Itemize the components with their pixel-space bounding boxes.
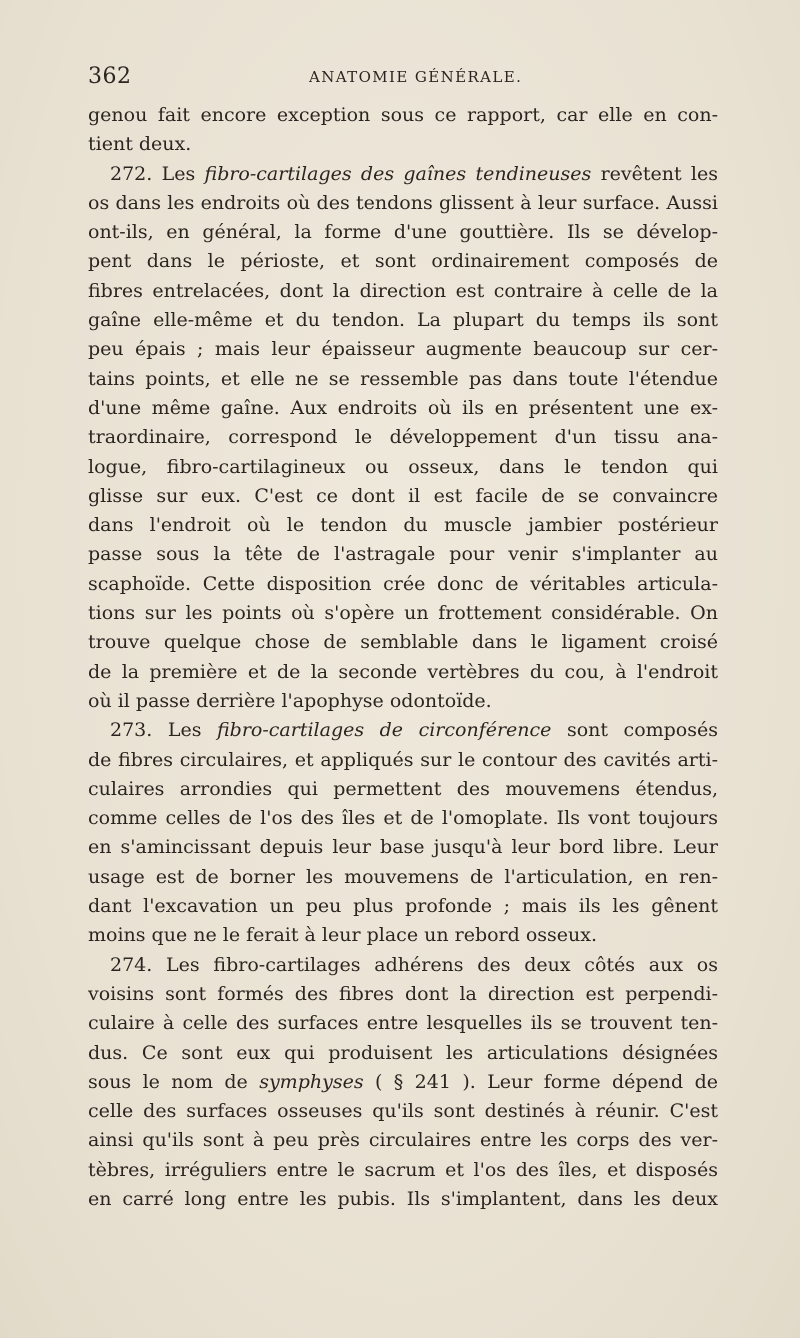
text-line [88, 365, 718, 394]
text-line [88, 160, 718, 189]
text-line [88, 921, 718, 950]
text-run: gaîne elle-même et du tendon. La plupart du temps ils sont [88, 309, 718, 332]
text-line [88, 1097, 718, 1126]
text-line [88, 306, 718, 335]
text-line [88, 687, 718, 716]
text-line [88, 130, 718, 159]
italic-term: fibro-cartilages des gaînes tendineuses [204, 162, 592, 185]
text-line [88, 863, 718, 892]
italic-term: fibro-cartilages de circonférence [217, 719, 552, 742]
italic-term: symphyses [259, 1070, 364, 1093]
text-line [88, 1185, 718, 1214]
running-head [88, 64, 718, 94]
text-line [88, 540, 718, 569]
text-run: sous le nom de [88, 1070, 260, 1093]
text-line [88, 482, 718, 511]
text-line [88, 980, 718, 1009]
text-line [88, 1039, 718, 1068]
text-run: 273. Les [110, 719, 217, 742]
text-run: sont composés [551, 719, 718, 742]
text-line [88, 277, 718, 306]
text-line [88, 218, 718, 247]
text-line [88, 716, 718, 745]
text-run: d'une même gaîne. Aux endroits où ils en présentent une ex- [88, 396, 718, 419]
text-run: ainsi qu'ils sont à peu près circulaires entre les corps des ver- [88, 1129, 718, 1152]
text-run: moins que ne le ferait à leur place un rebord osseux. [88, 924, 598, 947]
text-run: ont-ils, en général, la forme d'une gouttière. Ils se dévelop- [88, 221, 718, 244]
text-run: peu épais ; mais leur épaisseur augmente beaucoup sur cer- [88, 338, 718, 361]
text-run: usage est de borner les mouvemens de l'articulation, en ren- [88, 865, 718, 888]
text-line [88, 1068, 718, 1097]
text-run: de la première et de la seconde vertèbres du cou, à l'endroit [88, 660, 718, 683]
text-run: dant l'excavation un peu plus profonde ; mais ils les gênent [88, 895, 718, 918]
text-run: tient deux. [88, 133, 192, 156]
text-run: scaphoïde. Cette disposition crée donc de véritables articula- [88, 572, 718, 595]
text-line [88, 804, 718, 833]
text-line [88, 746, 718, 775]
page-number: 362 [88, 64, 132, 89]
text-run: en s'amincissant depuis leur base jusqu'à leur bord libre. Leur [88, 836, 718, 859]
text-run: culaire à celle des surfaces entre lesquelles ils se trouvent ten- [88, 1012, 718, 1035]
text-run: en carré long entre les pubis. Ils s'implantent, dans les deux [88, 1187, 718, 1210]
text-line [88, 628, 718, 657]
text-line [88, 453, 718, 482]
text-run: comme celles de l'os des îles et de l'omoplate. Ils vont toujours [88, 807, 718, 830]
text-run: pent dans le périoste, et sont ordinairement composés de [88, 250, 718, 273]
text-run: revêtent les [591, 162, 718, 185]
text-line [88, 892, 718, 921]
running-title: ANATOMIE GÉNÉRALE. [309, 68, 523, 86]
text-run: culaires arrondies qui permettent des mouvemens étendus, [88, 777, 718, 800]
text-run: traordinaire, correspond le développement d'un tissu ana- [88, 426, 718, 449]
text-line [88, 775, 718, 804]
text-run: os dans les endroits où des tendons glissent à leur surface. Aussi [88, 191, 718, 214]
text-run: de fibres circulaires, et appliqués sur le contour des cavités arti- [88, 748, 718, 771]
text-line [88, 951, 718, 980]
text-run: 272. Les [110, 162, 205, 185]
text-line [88, 335, 718, 364]
text-run: logue, fibro-cartilagineux ou osseux, dans le tendon qui [88, 455, 718, 478]
text-line [88, 599, 718, 628]
text-run: fibres entrelacées, dont la direction est contraire à celle de la [88, 279, 718, 302]
text-line [88, 833, 718, 862]
text-line [88, 247, 718, 276]
text-run: où il passe derrière l'apophyse odontoïde. [88, 689, 492, 712]
text-run: glisse sur eux. C'est ce dont il est facile de se convaincre [88, 484, 718, 507]
text-line [88, 570, 718, 599]
text-run: tains points, et elle ne se ressemble pas dans toute l'étendue [88, 367, 718, 390]
text-run: passe sous la tête de l'astragale pour venir s'implanter au [88, 543, 718, 566]
text-run: dans l'endroit où le tendon du muscle jambier postérieur [88, 514, 718, 537]
text-line [88, 423, 718, 452]
text-line [88, 511, 718, 540]
text-line [88, 101, 718, 130]
text-line [88, 658, 718, 687]
text-line [88, 1009, 718, 1038]
body-text [88, 101, 718, 1214]
text-run: genou fait encore exception sous ce rapport, car elle en con- [88, 104, 718, 126]
text-run: ( § 241 ). Leur forme dépend de [363, 1070, 718, 1093]
text-run: tions sur les points où s'opère un frottement considérable. On [88, 602, 718, 625]
text-line [88, 394, 718, 423]
text-run: voisins sont formés des fibres dont la direction est perpendi- [88, 982, 718, 1005]
text-run: trouve quelque chose de semblable dans le ligament croisé [88, 631, 718, 654]
text-run: celle des surfaces osseuses qu'ils sont destinés à réunir. C'est [88, 1100, 718, 1123]
text-run: tèbres, irréguliers entre le sacrum et l'os des îles, et disposés [88, 1158, 718, 1181]
text-line [88, 1126, 718, 1155]
text-line [88, 1156, 718, 1185]
text-line [88, 189, 718, 218]
text-run: 274. Les fibro-cartilages adhérens des deux côtés aux os [110, 953, 718, 976]
text-run: dus. Ce sont eux qui produisent les articulations désignées [88, 1041, 718, 1064]
